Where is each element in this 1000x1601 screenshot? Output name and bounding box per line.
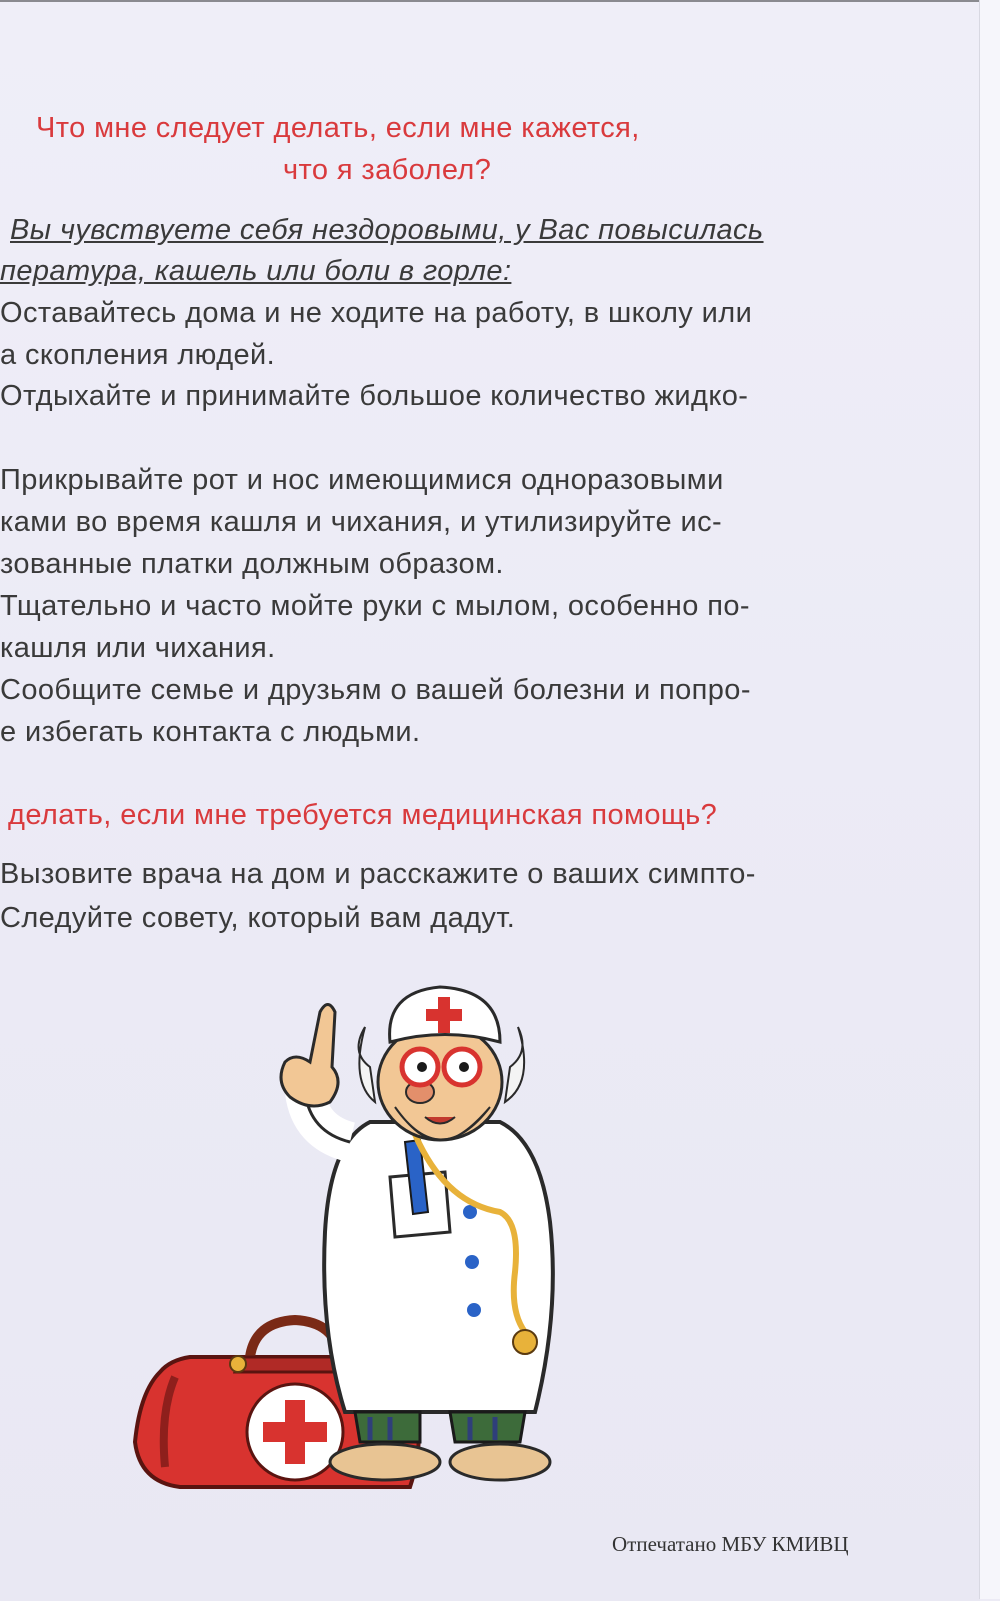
body-line-3: Отдыхайте и принимайте большое количество жидко-	[0, 380, 749, 412]
body-line-5: ками во время кашля и чихания, и утилизируйте ис-	[0, 506, 723, 538]
title-line-2: что я заболел?	[283, 154, 492, 186]
body-line-8: кашля или чихания.	[0, 632, 276, 664]
body-line-4: Прикрывайте рот и нос имеющимися одноразовыми	[0, 464, 724, 496]
second-body-line-1: Вызовите врача на дом и расскажите о ваших симпто-	[0, 858, 756, 890]
body-line-9: Сообщите семье и друзьям о вашей болезни и попро-	[0, 674, 751, 706]
body-line-7: Тщательно и часто мойте руки с мылом, особенно по-	[0, 590, 750, 622]
intro-line-1: Вы чувствуете себя нездоровыми, у Вас повысилась	[10, 214, 764, 246]
printed-by-footer: Отпечатано МБУ КМИВЦ	[612, 1532, 849, 1556]
body-line-6: зованные платки должным образом.	[0, 548, 504, 580]
second-title: делать, если мне требуется медицинская помощь?	[8, 799, 718, 831]
title-line-1: Что мне следует делать, если мне кажется,	[36, 112, 640, 144]
second-body-line-2: Следуйте совету, который вам дадут.	[0, 902, 516, 934]
doctor-illustration	[120, 972, 680, 1512]
body-line-10: е избегать контакта с людьми.	[0, 716, 421, 748]
page-edge	[979, 0, 1000, 1599]
intro-line-2: пература, кашель или боли в горле:	[0, 255, 512, 287]
body-line-1: Оставайтесь дома и не ходите на работу, в школу или	[0, 297, 753, 329]
body-line-2: а скопления людей.	[0, 339, 276, 371]
